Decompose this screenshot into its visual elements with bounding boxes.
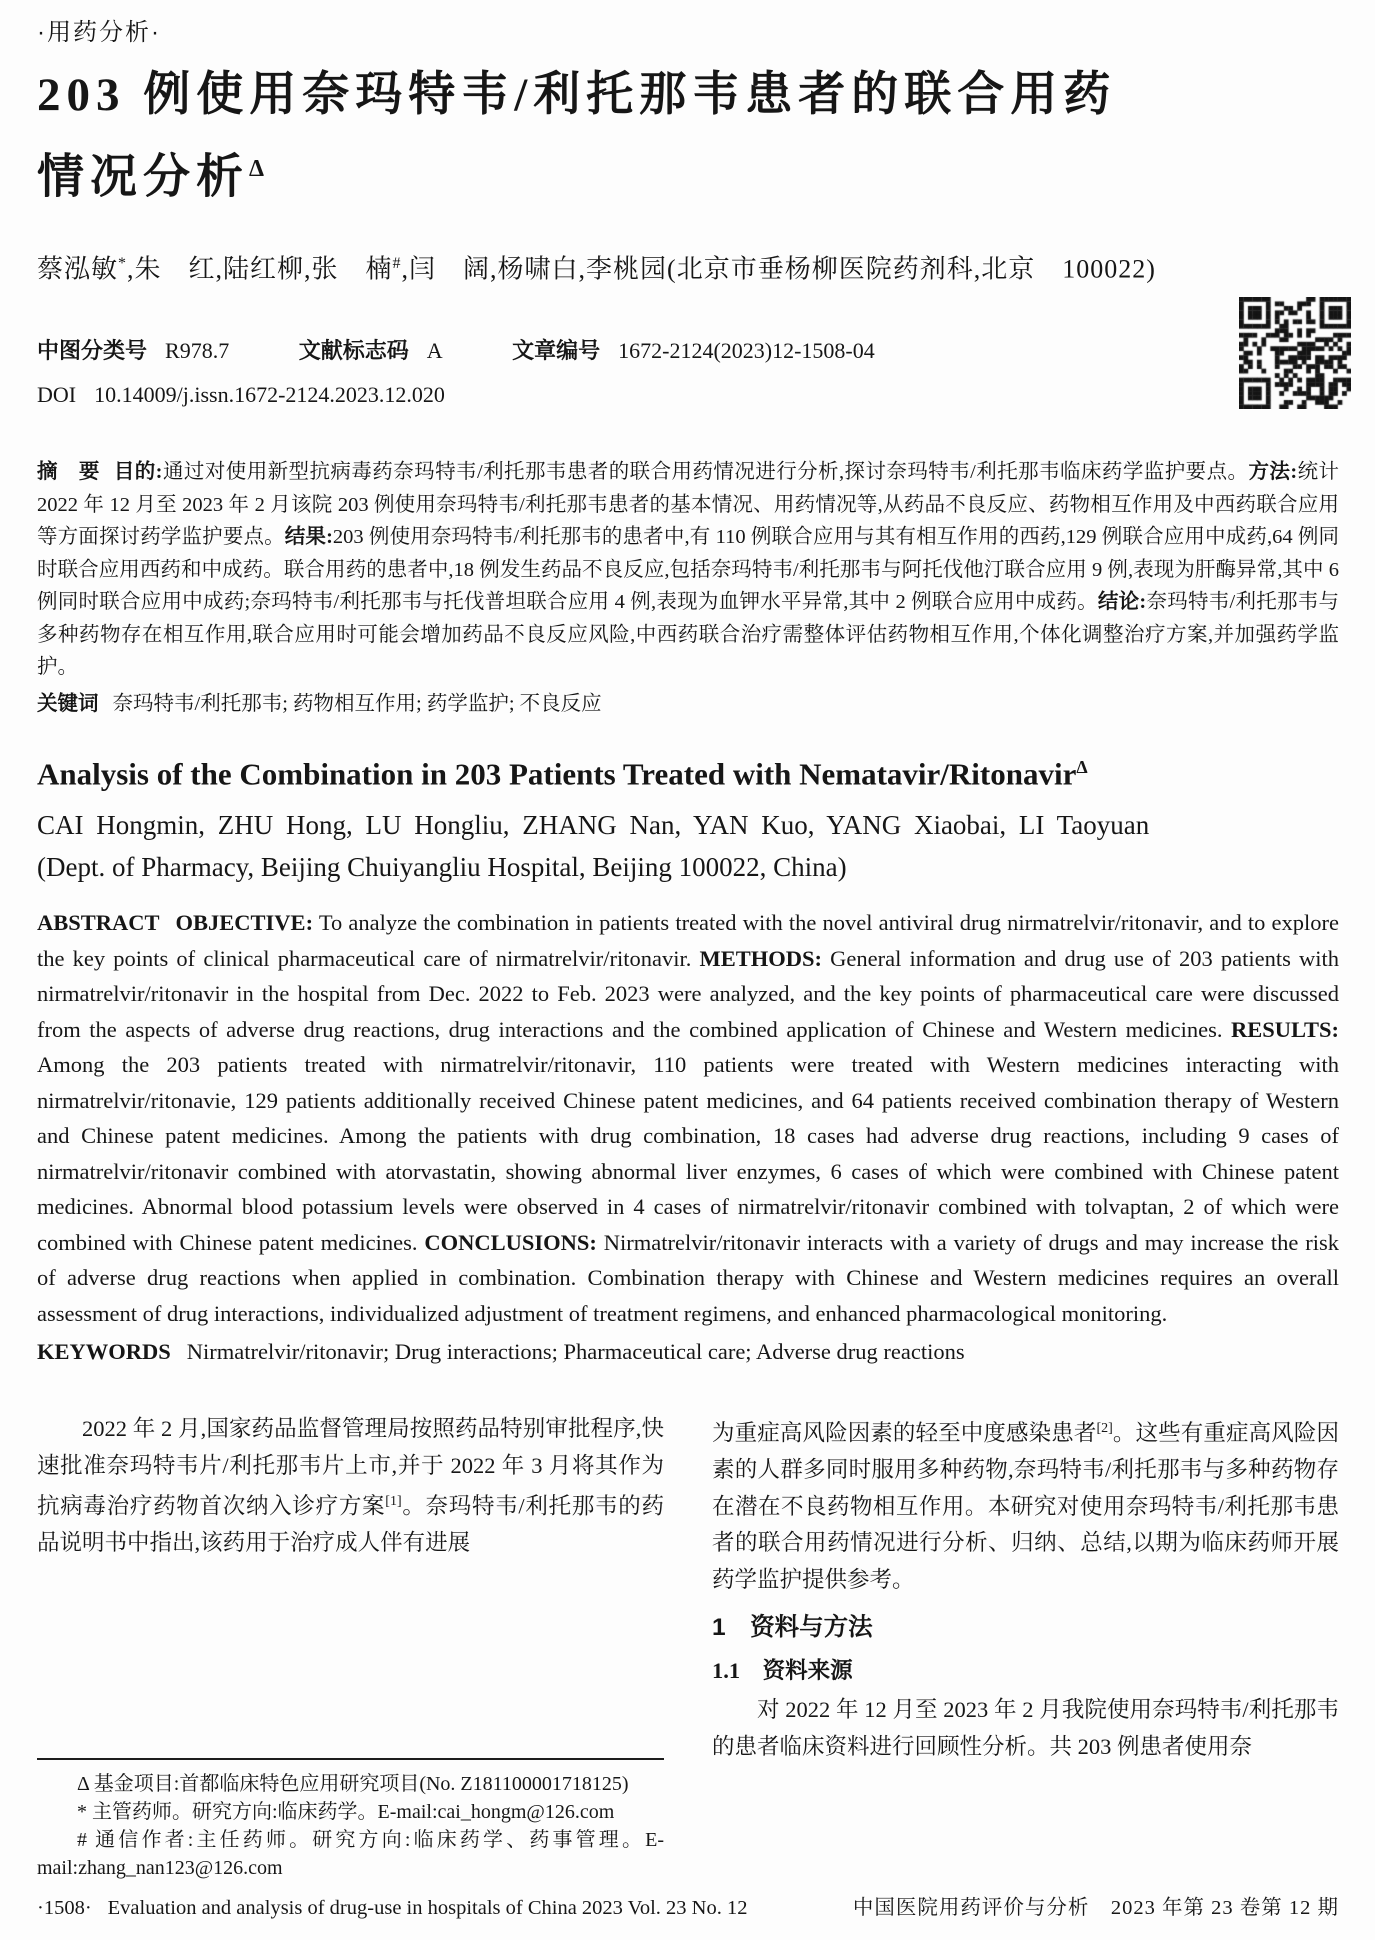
keywords-cn-label: 关键词: [37, 691, 99, 715]
column-tag: ·用药分析·: [37, 19, 161, 46]
article-no-label: 文章编号: [512, 338, 601, 364]
author-name: 蔡泓敏: [37, 254, 119, 284]
intro-text: 2022 年 2 月,国家药品监督管理局按照药品特别审批程序,快速批准奈玛特韦片/利托那韦片上市,并于 2022 年 3 月将其作为抗病毒治疗药物首次纳入诊疗方案: [37, 1416, 664, 1519]
doi-value: 10.14009/j.issn.1672-2124.2023.12.020: [94, 382, 445, 408]
footnote-first-author: * 主管药师。研究方向:临床药学。E-mail:cai_hongm@126.com: [77, 1801, 615, 1823]
abstract-cn-label: 摘 要: [37, 460, 100, 484]
article-meta: [37, 336, 1339, 410]
author-names-affiliation: ,闫 阔,杨啸白,李桃园(北京市垂杨柳医院药剂科,北京 100022): [401, 254, 1156, 284]
doc-code-group: [299, 338, 443, 363]
doi-label: DOI: [37, 382, 77, 408]
title-en-footnote-mark: Δ: [1076, 756, 1088, 777]
title-footnote-mark: Δ: [249, 156, 265, 182]
title-cn-line2: 情况分析: [37, 151, 249, 204]
article-title-cn: [37, 58, 1339, 215]
footnote-divider: [37, 1758, 664, 1760]
intro-paragraph-continued: [712, 1411, 1339, 1598]
intro-paragraph: [37, 1411, 664, 1562]
keywords-en: [37, 1334, 1339, 1369]
page-footer: [37, 1882, 1339, 1922]
affiliation-en: (Dept. of Pharmacy, Beijing Chuiyangliu Hospital, Beijing 100022, China): [37, 852, 847, 883]
author-superscript-hash: #: [392, 254, 402, 272]
title-en-text: Analysis of the Combination in 203 Patients Treated with Nematavir/Ritonavir: [37, 756, 1077, 792]
doc-code-label: 文献标志码: [298, 338, 409, 364]
abstract-cn: [37, 456, 1339, 684]
article-title-en: [37, 746, 1339, 795]
authors-cn: [37, 247, 1339, 287]
body-columns: [37, 1411, 1339, 1882]
intro-cont-text: 为重症高风险因素的轻至中度感染患者: [712, 1420, 1097, 1446]
data-source-paragraph: 对 2022 年 12 月至 2023 年 2 月我院使用奈玛特韦/利托那韦的患者临床资料进行回顾性分析。共 203 例患者使用奈: [712, 1697, 1339, 1759]
reference-1-marker: [1]: [385, 1494, 402, 1510]
article-no-group: [512, 338, 875, 363]
clc-group: [37, 338, 229, 363]
right-column: [712, 1411, 1339, 1882]
page-number: ·1508·: [37, 1897, 92, 1919]
doi-row: [37, 380, 1189, 410]
intro-cont-text-2: 。这些有重症高风险因素的人群多同时服用多种药物,奈玛特韦/利托那韦与多种药物存在潜在不良药物相互作用。本研究对使用奈玛特韦/利托那韦患者的联合用药情况进行分析、归纳、总结,以期为临床药师开展药学监护提供参考。: [712, 1420, 1339, 1592]
keywords-en-label: KEYWORDS: [37, 1339, 171, 1365]
article-no-value: 1672-2124(2023)12-1508-04: [618, 338, 875, 364]
footnote-funding: Δ 基金项目:首都临床特色应用研究项目(No. Z181100001718125): [77, 1773, 629, 1795]
author-names: ,朱 红,陆红柳,张 楠: [127, 254, 393, 284]
abstract-en-label: ABSTRACT: [37, 910, 160, 936]
section-1-1-heading: 1.1 资料来源: [712, 1658, 853, 1684]
footnote-corresponding-author: # 通信作者:主任药师。研究方向:临床药学、药事管理。E-mail:zhang_nan123@126.com: [37, 1829, 664, 1879]
abstract-en: [37, 905, 1339, 1331]
author-superscript-asterisk: *: [118, 254, 128, 272]
authors-en: CAI Hongmin, ZHU Hong, LU Hongliu, ZHANG Nan, YAN Kuo, YANG Xiaobai, LI Taoyuan: [37, 810, 1150, 841]
footnotes-block: [37, 1758, 664, 1882]
intro-text-cont: 。奈玛特韦/利托那韦的药品说明书中指出,该药用于治疗成人伴有进展: [37, 1493, 664, 1556]
clc-value: R978.7: [165, 338, 230, 364]
reference-2-marker: [2]: [1096, 1421, 1113, 1437]
meta-row: [37, 336, 1189, 366]
qr-code: [1239, 297, 1351, 409]
keywords-cn: [37, 688, 1339, 720]
clc-label: 中图分类号: [37, 338, 148, 364]
keywords-en-text: Nirmatrelvir/ritonavir; Drug interactions; Pharmaceutical care; Adverse drug reactions: [186, 1339, 965, 1365]
footer-journal-en: Evaluation and analysis of drug-use in hospitals of China 2023 Vol. 23 No. 12: [107, 1897, 748, 1919]
abstract-en-text: OBJECTIVE: To analyze the combination in patients treated with the novel antiviral drug nirmatrelvir/ritonavir, and to explore the key points of clinical pharmaceutical care of nirmatrelvir/ritonavir. METHODS: General information and drug use of 203 patients with nirmatrelvir/ritonavir in the hospital from Dec. 2022 to Feb. 2023 were analyzed, and the key points of pharmaceutical care were discussed from the aspects of adverse drug reactions, drug interactions and the combined application of Chinese and Western medicines. RESULTS: Among the 203 patients treated with nirmatrelvir/ritonavir, 110 patients were treated with Western medicines interacting with nirmatrelvir/ritonavie, 129 patients additionally received Chinese patent medicines, and 64 patients received combination therapy of Western and Chinese patent medicines. Among the patients with drug combination, 18 cases had adverse drug reactions, including 9 cases of nirmatrelvir/ritonavir combined with atorvastatin, showing abnormal liver enzymes, 6 cases of which were combined with Chinese patent medicines. Abnormal blood potassium levels were observed in 4 cases of nirmatrelvir/ritonavir combined with tolvaptan, 2 of which were combined with Chinese patent medicines. CONCLUSIONS: Nirmatrelvir/ritonavir interacts with a variety of drugs and may increase the risk of adverse drug reactions when applied in combination. Combination therapy with Chinese and Western medicines requires an overall assessment of drug interactions, individualized adjustment of treatment regimens, and enhanced pharmacological monitoring.: [37, 910, 1339, 1326]
title-cn-line1: 203 例使用奈玛特韦/利托那韦患者的联合用药: [37, 69, 1117, 121]
abstract-cn-text: 目的:通过对使用新型抗病毒药奈玛特韦/利托那韦患者的联合用药情况进行分析,探讨奈玛特韦/利托那韦临床药学监护要点。方法:统计 2022 年 12 月至 2023 年 2 月该院 203 例使用奈玛特韦/利托那韦患者的基本情况、用药情况等,从药品不良反应、药物相互作用及中西药联合应用等方面探讨药学监护要点。结果:203 例使用奈玛特韦/利托那韦的患者中,有 110 例联合应用与其有相互作用的西药,129 例联合应用中成药,64 例同时联合应用西药和中成药。联合用药的患者中,18 例发生药品不良反应,包括奈玛特韦/利托那韦与阿托伐他汀联合应用 9 例,表现为肝酶异常,其中 6 例同时联合应用中成药;奈玛特韦/利托那韦与托伐普坦联合应用 4 例,表现为血钾水平异常,其中 2 例联合应用中成药。结论:奈玛特韦/利托那韦与多种药物存在相互作用,联合应用时可能会增加药品不良反应风险,中西药联合治疗需整体评估药物相互作用,个体化调整治疗方案,并加强药学监护。: [37, 461, 1340, 679]
left-column: [37, 1411, 664, 1882]
doc-code-value: A: [426, 338, 443, 364]
keywords-cn-text: 奈玛特韦/利托那韦; 药物相互作用; 药学监护; 不良反应: [112, 692, 602, 715]
section-1-heading: 1 资料与方法: [712, 1614, 873, 1642]
footer-journal-cn: 中国医院用药评价与分析 2023 年第 23 卷第 12 期: [852, 1897, 1339, 1919]
